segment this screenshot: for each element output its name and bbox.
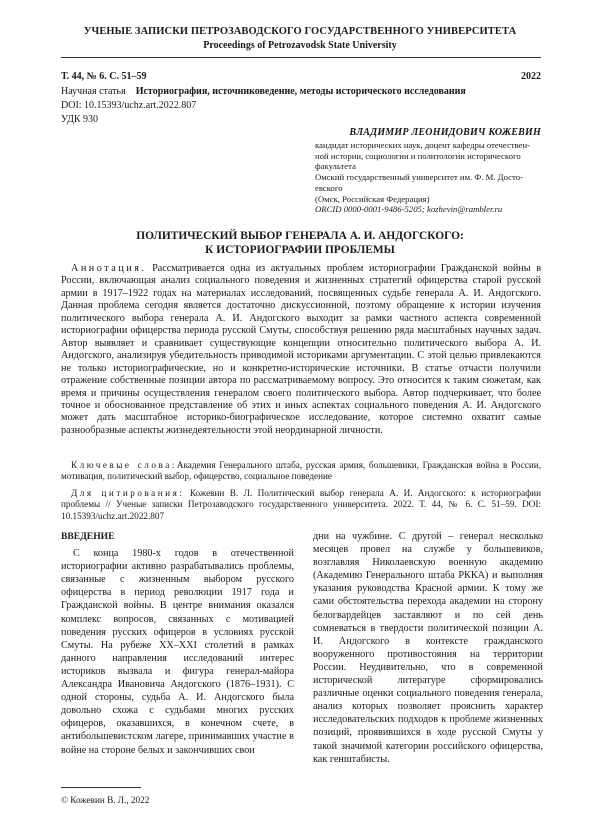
affiliation-line: факультета (315, 161, 356, 172)
citation-text: Кожевин В. Л. Политический выбор генерала А. И. Андогского: к историографии проблемы // Ученые записки Петрозаводского государственного университета. 2022. Т. 44, № 6. С. 51–59. DOI: 10.15393/uchz.art.2022.807 (61, 488, 542, 521)
affiliation-line: Омский государственный университет им. Ф. М. Досто- (315, 172, 523, 183)
journal-title-en: Proceedings of Petrozavodsk State University (203, 40, 397, 51)
header-divider (61, 57, 541, 58)
doi: DOI: 10.15393/uchz.art.2022.807 (61, 100, 197, 111)
volume-info: Т. 44, № 6. С. 51–59 (61, 71, 147, 82)
author-affiliation (315, 140, 547, 215)
article-type-label: Научная статья (61, 86, 126, 97)
keywords-label: Ключевые слова: (71, 460, 177, 470)
author-orcid: ORCID 0000-0001-9486-5205; kozhevin@rambler.ru (315, 204, 503, 215)
body-column-right (313, 530, 543, 766)
affiliation-line: евского (315, 182, 343, 193)
body-column-left (61, 531, 294, 757)
udk: УДК 930 (61, 114, 99, 125)
title-line-1: ПОЛИТИЧЕСКИЙ ВЫБОР ГЕНЕРАЛА А. И. АНДОГСКОГО: (136, 230, 464, 242)
citation (61, 488, 541, 522)
article-title (0, 230, 600, 257)
abstract-text: Рассматривается одна из актуальных проблем историографии Гражданской войны в России, включающая анализ социального поведения и жизненных стратегий офицерства старой русской армии в 1917–1922 годах на материалах исследований, посвященных судьбе генерала А. И. Андогского. Данная проблема сегодня является достаточно дискуссионной, поэтому обращение к истории изучения политического выбора генерала А. И. Андогского выходит за рамки частного аспекта современной историографии офицерства периода русской Смуты, способствуя решению ряда масштабных научных задач. Автор выявляет и сравнивает существующие концепции относительно политического выбора А. И. Андогского, анализируя убедительность приводимой историками аргументации. С этой целью привлекаются не только историографические, но и конкретно-исторические источники. В статье отчасти получили отражение собственные позиции автора по рассматриваемому вопросу. Это относится к таким сюжетам, как время и причины осуществления генералом своего политического выбора. Автор подчеркивает, что более точное и обоснованное представление об этих и иных аспектах социального поведения А. И. Андогского может дать масштабное историко-биографическое исследование, которое системно охватит самые разнообразные аспекты жизнедеятельности этой неординарной личности. (61, 263, 542, 436)
article-section: Историография, источниковедение, методы исторического исследования (135, 86, 466, 97)
affiliation-line: (Омск, Российская Федерация) (315, 193, 430, 204)
publication-year: 2022 (521, 71, 541, 82)
keywords-text: Академия Генерального штаба, русская армия, большевики, Гражданская война в России, мотивация, политический выбор, офицерство, социальное поведение (61, 460, 541, 482)
affiliation-line: ной истории, социологии и политологии исторического (315, 150, 521, 161)
abstract (61, 263, 541, 437)
copyright: © Кожевин В. Л., 2022 (61, 795, 150, 805)
abstract-label: Аннотация. (71, 263, 147, 274)
section-heading: ВВЕДЕНИЕ (61, 531, 115, 542)
article-type (61, 86, 466, 97)
body-paragraph: С конца 1980-х годов в отечественной историографии активно разрабатывались проблемы, связанные с жизненным выбором русского офицерства в период революции 1917 года и Гражданской войны. В центре внимания оказался комплекс вопросов, связанных с мотивацией поведения русских офицеров в условиях русской Смуты. На рубеже XX–XXI столетий в рамках данного направления исследований интерес историков вызвала и фигура генерал-майора Александра Ивановича Андогского (1876–1931). С одной стороны, судьба А. И. Андогского была довольно схожа с судьбами многих русских офицеров, оказавшихся, в конечном счете, в антибольшевистском лагере, принимавших участие в войне на стороне белых и закончивших свои (61, 548, 294, 756)
citation-label: Для цитирования: (71, 488, 185, 498)
affiliation-line: кандидат исторических наук, доцент кафедры отечествен- (315, 140, 531, 150)
title-line-2: К ИСТОРИОГРАФИИ ПРОБЛЕМЫ (205, 243, 395, 256)
body-paragraph: дни на чужбине. С другой – генерал несколько месяцев провел на службе у большевиков, возглавляя Николаевскую военную академию (Академию Генерального штаба РККА) и выполняя указания руководства Красной армии. К тому же сами обстоятельства перехода академии на сторону белогвардейцев заставляют и по сей день сомневаться в твердости политической позиции А. И. Андогского в контексте гражданского вооруженного противостояния на территории России. Неудивительно, что в современной исторической литературе сформировались различные оценки социального поведения генерала, анализ которых позволяет прояснить характер исследовательских подходов к проблеме жизненных позиций, проявившихся в ходе русской Смуты у такой значимой категории российского офицерства, как генштабисты. (313, 531, 543, 765)
author-name: ВЛАДИМИР ЛЕОНИДОВИЧ КОЖЕВИН (349, 127, 541, 138)
footnote-divider (61, 787, 141, 788)
keywords (61, 460, 541, 483)
journal-title-ru: УЧЕНЫЕ ЗАПИСКИ ПЕТРОЗАВОДСКОГО ГОСУДАРСТВЕННОГО УНИВЕРСИТЕТА (83, 26, 517, 37)
